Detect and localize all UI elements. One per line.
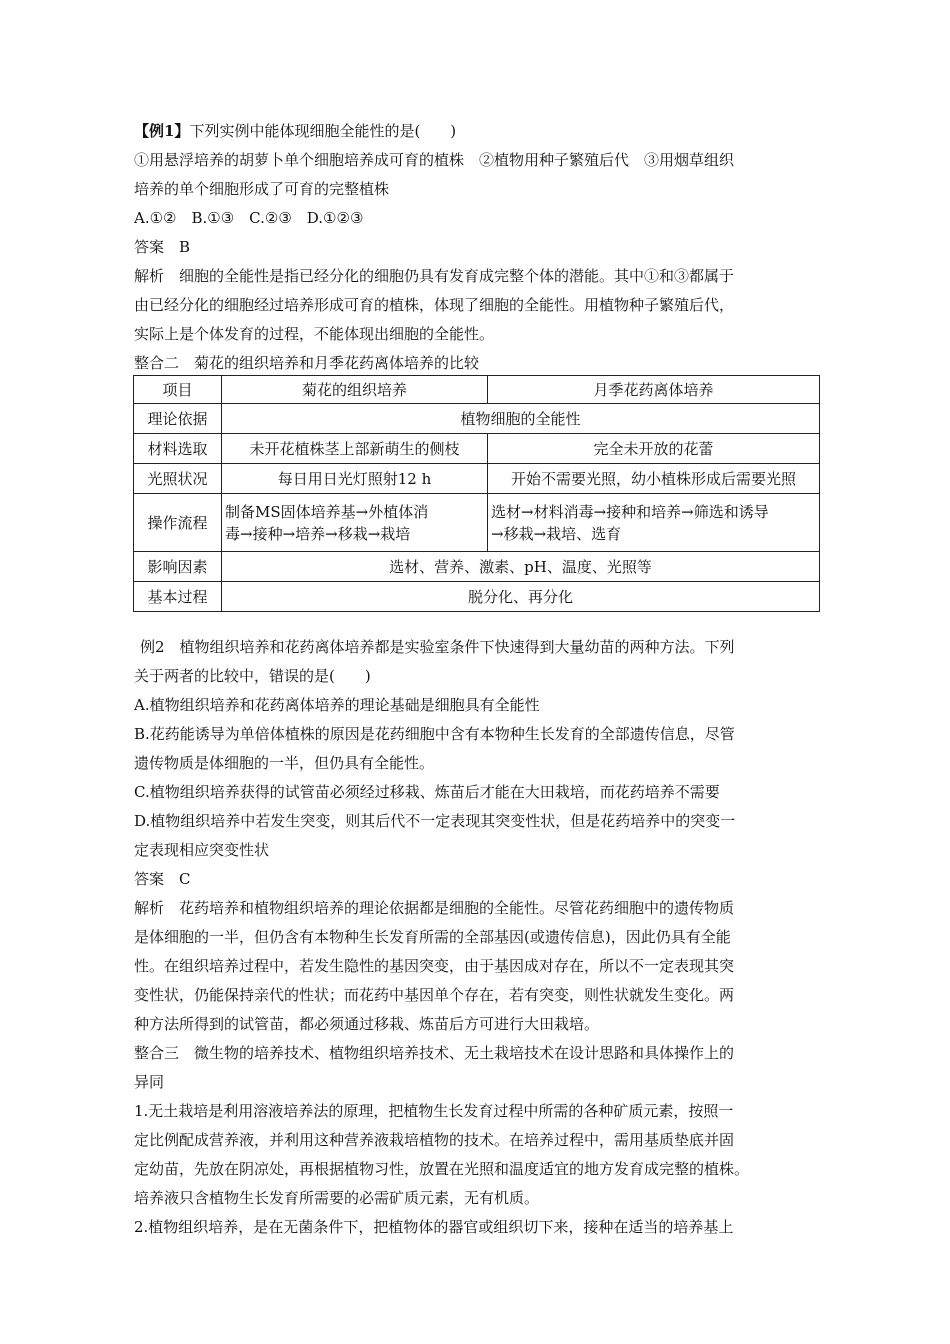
table-cell: 每日用日光灯照射12 h: [222, 464, 488, 494]
row-label: 光照状况: [134, 464, 222, 494]
table-header-row: [134, 376, 820, 404]
example1-label: 【例1】: [134, 122, 190, 140]
example2-option-b1: B.花药能诱导为单倍体植株的原因是花药细胞中含有本物种生长发育的全部遗传信息，尽管: [134, 725, 735, 743]
example1-options-line2: 培养的单个细胞形成了可育的完整植株: [134, 180, 390, 198]
cell-line: 选材→材料消毒→接种和培养→筛选和诱导: [491, 502, 769, 521]
table-row-factors: [134, 552, 820, 582]
example2-block: [134, 633, 824, 1039]
table-cell: 完全未开放的花蕾: [488, 434, 820, 464]
example2-line1: 例2 植物组织培养和花药离体培养都是实验室条件下快速得到大量幼苗的两种方法。下列: [140, 638, 735, 656]
table-row-material: [134, 434, 820, 464]
example2-option-d1: D.植物组织培养中若发生突变，则其后代不一定表现其突变性状，但是花药培养中的突变一: [134, 812, 736, 830]
header-cell-rose-anther: 月季花药离体培养: [488, 376, 820, 404]
section3-p1-line2: 定比例配成营养液，并利用这种营养液栽培植物的技术。在培养过程中，需用基质垫底并固: [134, 1131, 735, 1149]
comparison-table: [133, 375, 820, 612]
table-cell: [488, 494, 820, 552]
header-cell-item: 项目: [134, 376, 222, 404]
example2-option-d2: 定表现相应突变性状: [134, 841, 270, 859]
table-row-process: [134, 494, 820, 552]
header-cell-chrysanthemum: 菊花的组织培养: [222, 376, 488, 404]
cell-line: →移栽→栽培、选育: [491, 524, 622, 543]
example1-answer: 答案 B: [134, 238, 191, 256]
example2-analysis-line5: 种方法所得到的试管苗，都必须通过移栽、炼苗后方可进行大田栽培。: [134, 1015, 600, 1033]
example2-option-a: A.植物组织培养和花药离体培养的理论基础是细胞具有全能性: [134, 696, 540, 714]
section3-p1-line3: 定幼苗，先放在阴凉处，再根据植物习性，放置在光照和温度适宜的地方发育成完整的植株。: [134, 1160, 750, 1178]
table-row-light: [134, 464, 820, 494]
example1-choices: A.①② B.①③ C.②③ D.①②③: [134, 209, 364, 227]
row-label: 操作流程: [134, 494, 222, 552]
table-row-theory: [134, 404, 820, 434]
merged-cell: 脱分化、再分化: [222, 582, 820, 612]
example1-analysis-line2: 由已经分化的细胞经过培养形成可育的植株，体现了细胞的全能性。用植物种子繁殖后代，: [134, 296, 735, 314]
table-cell: [222, 494, 488, 552]
cell-line: 制备MS固体培养基→外植体消: [225, 502, 429, 521]
cell-line: 毒→接种→培养→移栽→栽培: [225, 524, 411, 543]
example2-analysis-line1: 解析 花药培养和植物组织培养的理论依据都是细胞的全能性。尽管花药细胞中的遗传物质: [134, 899, 735, 917]
row-label: 影响因素: [134, 552, 222, 582]
example2-answer: 答案 C: [134, 870, 191, 888]
row-label: 理论依据: [134, 404, 222, 434]
example1-question-line: [134, 117, 824, 146]
example1-options-line1: ①用悬浮培养的胡萝卜单个细胞培养成可育的植株 ②植物用种子繁殖后代 ③用烟草组织: [134, 151, 735, 169]
example1-analysis-line1: 解析 细胞的全能性是指已经分化的细胞仍具有发育成完整个体的潜能。其中①和③都属于: [134, 267, 735, 285]
section2-title: 整合二 菊花的组织培养和月季花药离体培养的比较: [134, 354, 480, 372]
merged-cell: 植物细胞的全能性: [222, 404, 820, 434]
row-label: 基本过程: [134, 582, 222, 612]
merged-cell: 选材、营养、激素、pH、温度、光照等: [222, 552, 820, 582]
example1-block: [134, 117, 824, 378]
section3-p1-line1: 1.无土栽培是利用溶液培养法的原理，把植物生长发育过程中所需的各种矿质元素，按照一: [134, 1102, 734, 1120]
example2-analysis-line3: 性。在组织培养过程中，若发生隐性的基因突变，由于基因成对存在，所以不一定表现其突: [134, 957, 735, 975]
table-cell: 开始不需要光照，幼小植株形成后需要光照: [488, 464, 820, 494]
example2-option-b2: 遗传物质是体细胞的一半，但仍具有全能性。: [134, 754, 435, 772]
section3-title-line2: 异同: [134, 1073, 165, 1091]
section3-block: [134, 1039, 824, 1242]
example1-question: 下列实例中能体现细胞全能性的是( ): [189, 122, 457, 140]
example2-analysis-line4: 变性状，仍能保持亲代的性状；而花药中基因单个存在，若有突变，则性状就发生变化。两: [134, 986, 735, 1004]
section3-title-line1: 整合三 微生物的培养技术、植物组织培养技术、无土栽培技术在设计思路和具体操作上的: [134, 1044, 735, 1062]
example1-analysis-line3: 实际上是个体发育的过程，不能体现出细胞的全能性。: [134, 325, 495, 343]
example2-line2: 关于两者的比较中，错误的是( ): [134, 667, 371, 685]
row-label: 材料选取: [134, 434, 222, 464]
table-cell: 未开花植株茎上部新萌生的侧枝: [222, 434, 488, 464]
example2-analysis-line2: 是体细胞的一半，但仍含有本物种生长发育所需的全部基因(或遗传信息)，因此仍具有全能: [134, 928, 731, 946]
example2-option-c: C.植物组织培养获得的试管苗必须经过移栽、炼苗后才能在大田栽培，而花药培养不需要: [134, 783, 720, 801]
section3-p2-line1: 2.植物组织培养，是在无菌条件下，把植物体的器官或组织切下来，接种在适当的培养基上: [134, 1218, 734, 1236]
section3-p1-line4: 培养液只含植物生长发育所需要的必需矿质元素，无有机质。: [134, 1189, 540, 1207]
table-row-basic: [134, 582, 820, 612]
